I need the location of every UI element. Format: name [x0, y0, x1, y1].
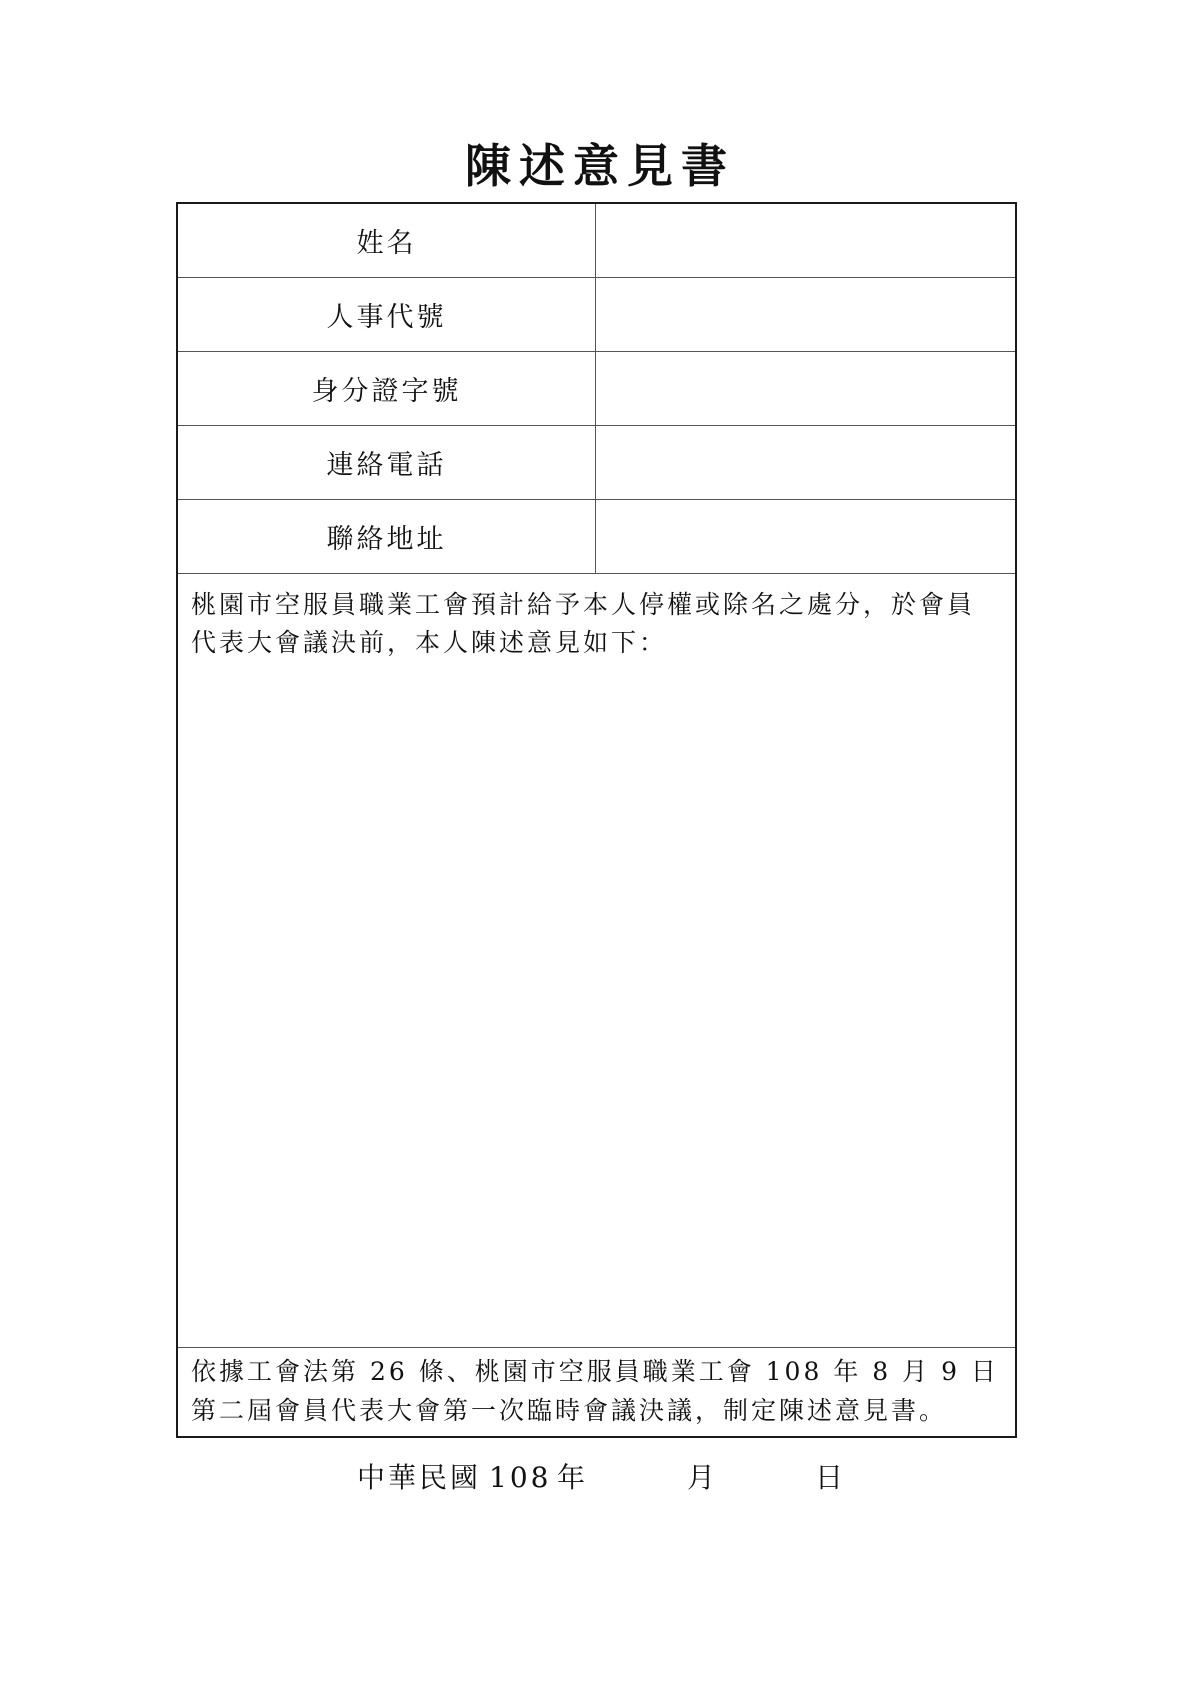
- national-id-row: [178, 352, 1015, 426]
- phone-label: 連絡電話: [178, 426, 596, 499]
- personnel-id-label: 人事代號: [178, 278, 596, 351]
- national-id-label: 身分證字號: [178, 352, 596, 425]
- statement-section: [178, 574, 1015, 1348]
- date-era-prefix: 中華民國: [357, 1461, 482, 1494]
- personnel-id-field[interactable]: [597, 278, 1015, 351]
- phone-row: [178, 426, 1015, 500]
- national-id-field[interactable]: [597, 352, 1015, 425]
- statement-body-field[interactable]: [188, 674, 1003, 1334]
- name-label: 姓名: [178, 204, 596, 277]
- legal-basis-note: 依據工會法第 26 條、桃園市空服員職業工會 108 年 8 月 9 日第二屆會員代表大會第一次臨時會議決議，制定陳述意見書。: [191, 1357, 999, 1425]
- date-year: 108: [489, 1461, 552, 1494]
- address-label: 聯絡地址: [178, 500, 596, 573]
- date-month-unit: 月: [687, 1461, 719, 1494]
- statement-intro: 桃園市空服員職業工會預計給予本人停權或除名之處分，於會員代表大會議決前，本人陳述意見如下：: [191, 590, 976, 657]
- name-field[interactable]: [597, 204, 1015, 277]
- name-row: [178, 204, 1015, 278]
- personnel-id-row: [178, 278, 1015, 352]
- date-year-unit: 年: [557, 1461, 589, 1494]
- address-row: [178, 500, 1015, 574]
- phone-field[interactable]: [597, 426, 1015, 499]
- document-title: 陳述意見書: [465, 139, 735, 193]
- date-day-unit: 日: [815, 1461, 847, 1494]
- address-field[interactable]: [597, 500, 1015, 573]
- statement-form: [176, 202, 1017, 1438]
